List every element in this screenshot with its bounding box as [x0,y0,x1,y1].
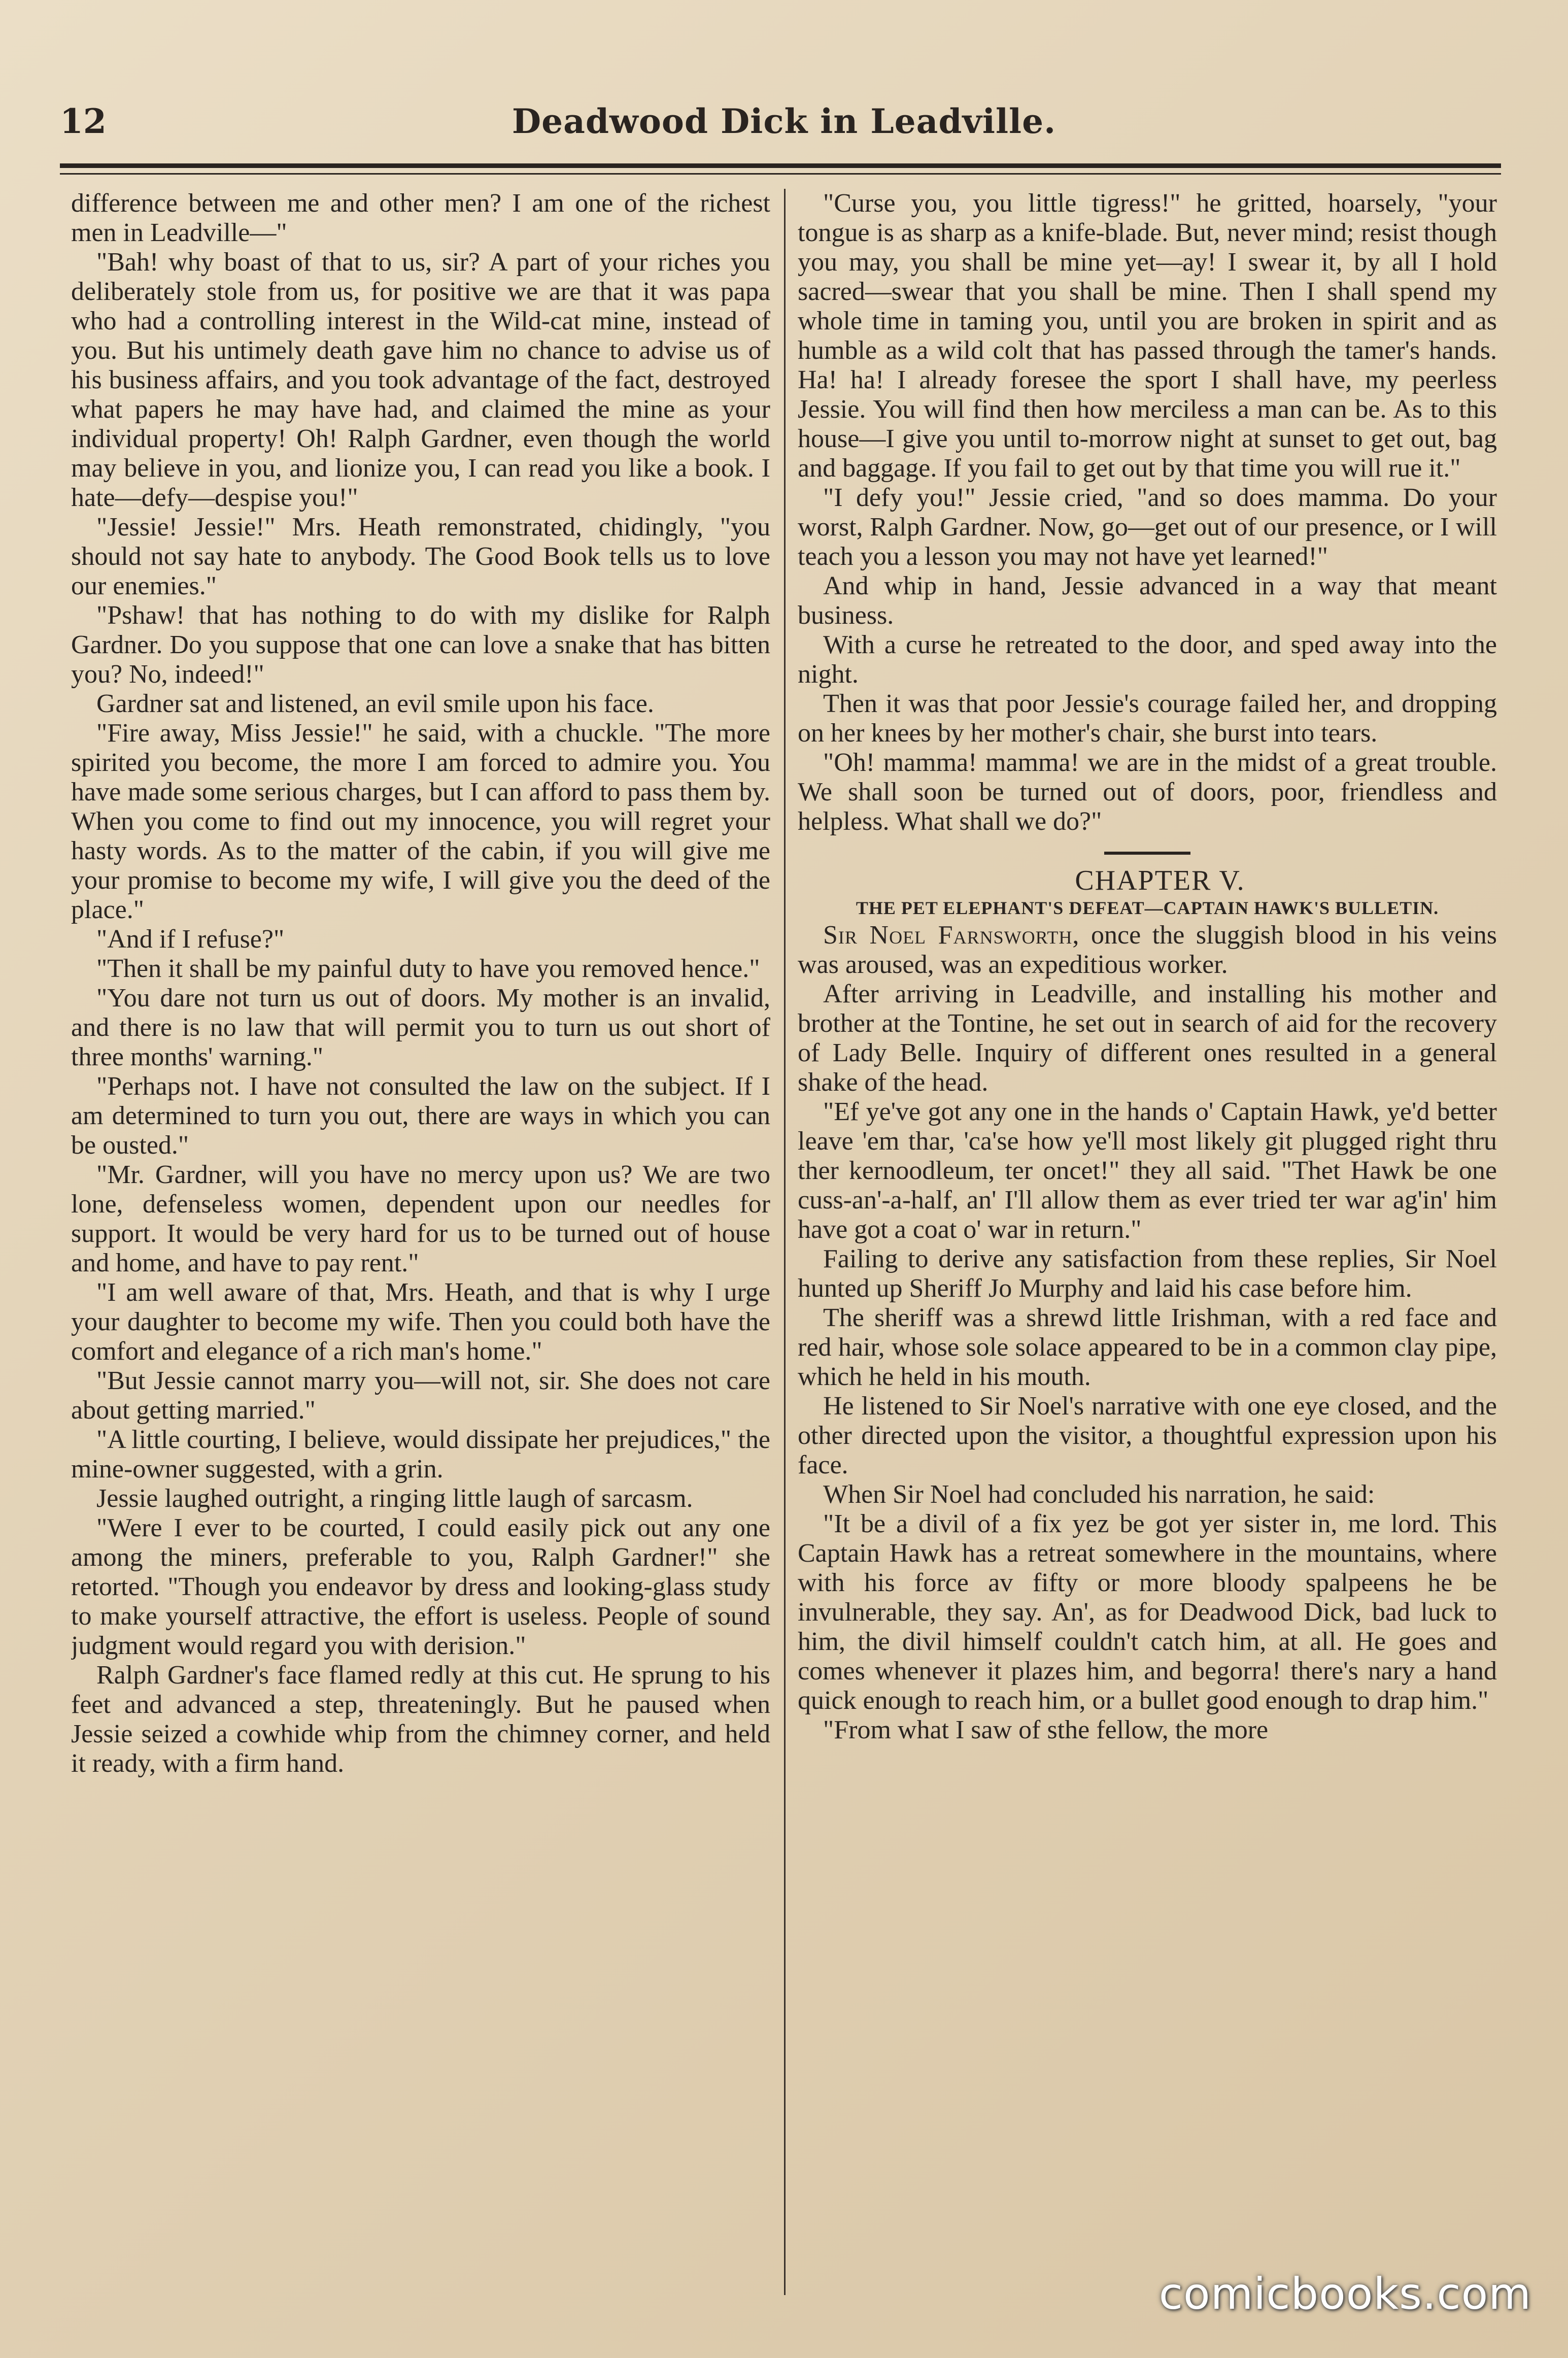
header-rule [60,163,1501,175]
chapter-title: CHAPTER V. [1075,865,1245,896]
paragraph: "I am well aware of that, Mrs. Heath, and that is why I urge your daughter to become my wife. Then you could both have the comfort and elegance of a rich man's home." [71,1278,770,1366]
chapter-opening-text: once the sluggish blood in his veins was aroused, was an expeditious worker. [798,921,1497,979]
paragraph: "Jessie! Jessie!" Mrs. Heath remonstrated, chidingly, "you should not say hate to anybody. The Good Book tells us to love our enemies." [71,513,770,600]
paragraph: Then it was that poor Jessie's courage failed her, and dropping on her knees by her mother's chair, she burst into tears. [798,689,1497,748]
paragraph: "It be a divil of a fix yez be got yer sister in, me lord. This Captain Hawk has a retreat somewhere in the mountains, where with his force av fifty or more bloody spalpeens he be invulnerable, they say. An', as for Deadwood Dick, bad luck to him, the divil himself couldn't catch him, at all. He goes and comes whenever it plazes him, and begorra! there's nary a hand quick enough to reach him, or a bullet good enough to drap him." [798,1509,1497,1715]
left-column [71,189,770,2295]
right-column [798,189,1497,2295]
paragraph: After arriving in Leadville, and installing his mother and brother at the Tontine, he set out in search of aid for the recovery of Lady Belle. Inquiry of different ones resulted in a general shake of the head. [798,980,1497,1097]
paragraph: "Pshaw! that has nothing to do with my dislike for Ralph Gardner. Do you suppose that one can love a snake that has bitten you? No, indeed!" [71,601,770,689]
paragraph: "I defy you!" Jessie cried, "and so does mamma. Do your worst, Ralph Gardner. Now, go—get out of our presence, or I will teach you a lesson you may not have yet learned!" [798,483,1497,571]
paragraph: "Bah! why boast of that to us, sir? A part of your riches you deliberately stole from us, for positive we are that it was papa who had a controlling interest in the Wild-cat mine, instead of you. But his untimely death gave him no chance to advise us of his business affairs, and you took advantage of the fact, destroyed what papers he may have had, and claimed the mine as your individual property! Oh! Ralph Gardner, even though the world may believe in you, and lionize you, I can read you like a book. I hate—defy—despise you!" [71,248,770,512]
paragraph: Jessie laughed outright, a ringing little laugh of sarcasm. [96,1484,693,1513]
running-title: Deadwood Dick in Leadville. [512,102,1056,141]
paragraph: "From what I saw of sthe fellow, the more [823,1715,1269,1744]
paragraph: "A little courting, I believe, would dissipate her prejudices," the mine-owner suggested, with a grin. [71,1425,770,1484]
paragraph: "Fire away, Miss Jessie!" he said, with a chuckle. "The more spirited you become, the more I am forced to admire you. You have made some serious charges, but I can afford to pass them by. When you come to find out my innocence, you will regret your hasty words. As to the matter of the cabin, if you will give me your promise to become my wife, I will give you the deed of the place." [71,719,770,924]
paragraph: "Were I ever to be courted, I could easily pick out any one among the miners, preferable to you, Ralph Gardner!" she retorted. "Though you endeavor by dress and looking-glass study to make yourself attractive, the effort is useless. People of sound judgment would regard you with derision." [71,1513,770,1660]
paragraph: "Then it shall be my painful duty to have you removed hence." [96,954,760,983]
paragraph: He listened to Sir Noel's narrative with one eye closed, and the other directed upon the visitor, a thoughtful expression upon his face. [798,1392,1497,1479]
paragraph: Failing to derive any satisfaction from these replies, Sir Noel hunted up Sheriff Jo Murphy and laid his case before him. [798,1244,1497,1303]
column-divider [784,189,786,2295]
chapter-subtitle: THE PET ELEPHANT'S DEFEAT—CAPTAIN HAWK'S BULLETIN. [856,898,1439,918]
chapter-rule [1104,852,1190,855]
watermark: comicbooks.com [1158,2269,1531,2319]
paragraph: The sheriff was a shrewd little Irishman, with a red face and red hair, whose sole solace appeared to be in a common clay pipe, which he held in his mouth. [798,1303,1497,1391]
paragraph: With a curse he retreated to the door, and sped away into the night. [798,630,1497,689]
paragraph: "Curse you, you little tigress!" he gritted, hoarsely, "your tongue is as sharp as a knife-blade. But, never mind; resist though you may, you shall be mine yet—ay! I swear it, by all I hold sacred—swear that you shall be mine. Then I shall spend my whole time in taming you, until you are broken in spirit and as humble as a wild colt that has passed through the tamer's hands. Ha! ha! I already foresee the sport I shall have, my peerless Jessie. You will find then how merciless a man can be. As to this house—I give you until to-morrow night at sunset to get out, bag and baggage. If you fail to get out by that time you will rue it." [798,189,1497,483]
paragraph: "And if I refuse?" [96,925,285,954]
paragraph: "But Jessie cannot marry you—will not, sir. She does not care about getting married." [71,1366,770,1425]
paragraph: Ralph Gardner's face flamed redly at this cut. He sprung to his feet and advanced a step, threateningly. But he paused when Jessie seized a cowhide whip from the chimney corner, and held it ready, with a firm hand. [71,1661,770,1778]
page-number: 12 [60,102,107,141]
chapter-opening-name: Sir Noel Farnsworth, [823,921,1080,950]
paragraph: difference between me and other men? I am one of the richest men in Leadville—" [71,189,770,247]
paragraph: "Perhaps not. I have not consulted the law on the subject. If I am determined to turn you out, there are ways in which you can be ousted." [71,1072,770,1160]
paragraph: "Ef ye've got any one in the hands o' Captain Hawk, ye'd better leave 'em thar, 'ca'se how ye'll most likely git plugged right thru ther kernoodleum, ter oncet!" they all said. "Thet Hawk be one cuss-an'-a-half, an' I'll allow them as ever tried ter war ag'in' him have got a coat o' war in return." [798,1097,1497,1244]
paragraph: "You dare not turn us out of doors. My mother is an invalid, and there is no law that will permit you to turn us out short of three months' warning." [71,984,770,1071]
paragraph: When Sir Noel had concluded his narration, he said: [823,1480,1375,1509]
paragraph: Gardner sat and listened, an evil smile upon his face. [96,689,654,718]
paragraph: "Mr. Gardner, will you have no mercy upon us? We are two lone, defenseless women, dependent upon our needles for support. It would be very hard for us to be turned out of house and home, and have to pay rent." [71,1160,770,1277]
paragraph: "Oh! mamma! mamma! we are in the midst of a great trouble. We shall soon be turned out of doors, poor, friendless and helpless. What shall we do?" [798,748,1497,836]
paragraph: And whip in hand, Jessie advanced in a way that meant business. [798,571,1497,630]
chapter-opening-paragraph [798,921,1497,980]
